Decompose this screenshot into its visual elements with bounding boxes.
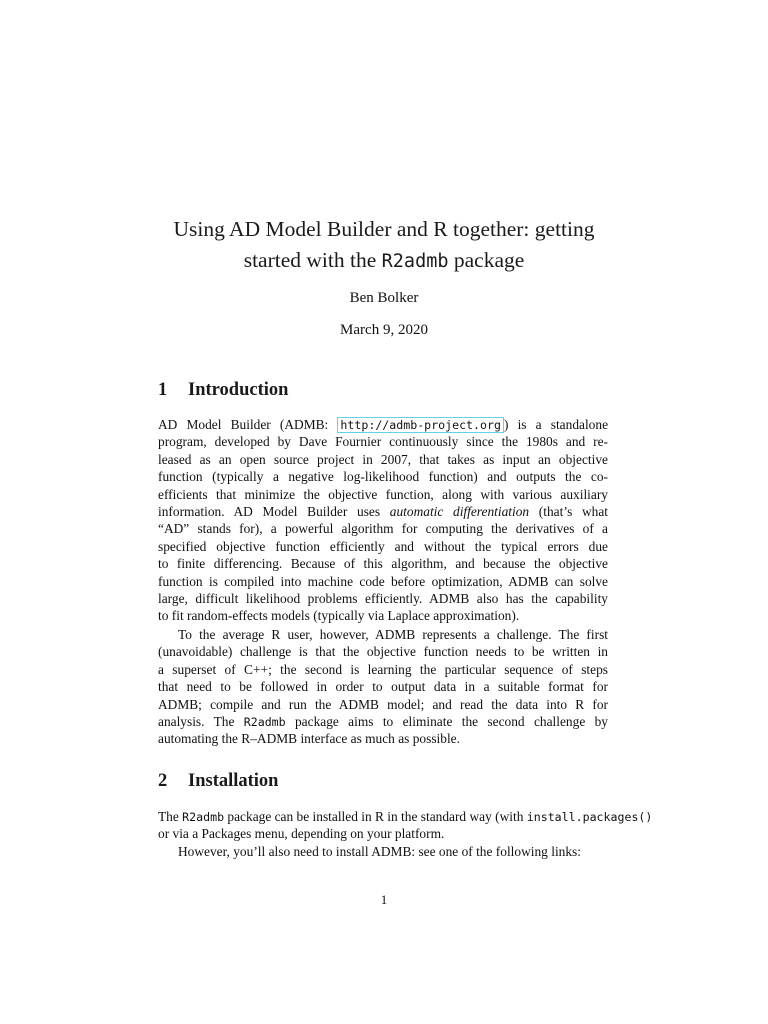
text-span: package aims to eliminate the second challenge by — [285, 713, 608, 729]
text-span: The — [158, 809, 183, 824]
section-title: Installation — [188, 771, 279, 791]
install-paragraph-2 — [158, 843, 608, 860]
text-line: a superset of C++; the second is learning the particular sequence of steps — [158, 661, 608, 677]
text-line: to finite differencing. Because of this algorithm, and because the objective — [158, 556, 608, 572]
text-line: automating the R–ADMB interface as much as possible. — [158, 731, 460, 747]
text-line: However, you’ll also need to install ADMB: see one of the following links: — [178, 844, 581, 859]
section-number: 1 — [158, 380, 168, 400]
text-span: ) is a standalone — [503, 417, 609, 432]
text-line: function is compiled into machine code before optimization, ADMB can solve — [158, 573, 608, 589]
author: Ben Bolker — [349, 290, 419, 306]
section-title: Introduction — [188, 380, 289, 400]
package-code: R2admb — [243, 714, 286, 729]
text-line: efficients that minimize the objective function, along with various auxiliary — [158, 486, 608, 502]
text-span: AD Model Builder (ADMB: — [158, 417, 338, 432]
section-heading-installation — [158, 771, 278, 792]
text-line: “AD” stands for), a powerful algorithm for computing the derivatives of a — [158, 521, 608, 537]
page-number: 1 — [380, 892, 388, 907]
date: March 9, 2020 — [340, 322, 428, 338]
text-line: ADMB; compile and run the ADMB model; and read the data into R for — [158, 696, 608, 712]
text-line: to fit random-effects models (typically via Laplace approximation). — [158, 608, 520, 624]
function-code: install.packages() — [526, 810, 653, 824]
text-line: leased as an open source project in 2007, that takes as input an objective — [158, 451, 608, 467]
intro-paragraph-2 — [158, 626, 608, 748]
install-paragraph-1 — [158, 808, 686, 843]
text-line — [158, 416, 608, 433]
section-number: 2 — [158, 771, 168, 791]
text-line: or via a Packages menu, depending on your platform. — [158, 826, 445, 842]
text-line — [158, 503, 608, 520]
title-text-end: package — [448, 248, 525, 272]
text-span: (that’s what — [529, 503, 608, 519]
text-line: specified objective function efficiently and without the typical errors due — [158, 538, 608, 554]
text-line — [158, 713, 608, 730]
title-line-1: Using AD Model Builder and R together: getting — [173, 217, 595, 241]
text-line: large, difficult likelihood problems efficiently. ADMB also has the capability — [158, 590, 608, 606]
title-text: started with the — [243, 248, 382, 272]
text-span: information. AD Model Builder uses — [158, 503, 390, 519]
admb-link[interactable]: http://admb-project.org — [337, 417, 504, 433]
paper-title — [120, 214, 648, 277]
text-line: function (typically a negative log-likelihood function) and outputs the co- — [158, 469, 608, 485]
text-line: (unavoidable) challenge is that the objective function needs to be written in — [158, 644, 608, 660]
text-line: program, developed by Dave Fournier continuously since the 1980s and re- — [158, 434, 608, 450]
emphasis-text: automatic differentiation — [389, 503, 530, 519]
text-span: analysis. The — [158, 713, 244, 729]
section-heading-introduction — [158, 380, 288, 401]
text-line: that need to be followed in order to output data in a suitable format for — [158, 679, 608, 695]
title-line-2 — [120, 245, 648, 277]
title-package-code: R2admb — [381, 251, 449, 272]
text-line: To the average R user, however, ADMB represents a challenge. The first — [178, 627, 608, 642]
text-line — [158, 808, 686, 825]
package-code: R2admb — [182, 810, 225, 824]
text-span: package can be installed in R in the standard way (with — [224, 809, 527, 824]
intro-paragraph-1 — [158, 416, 608, 625]
